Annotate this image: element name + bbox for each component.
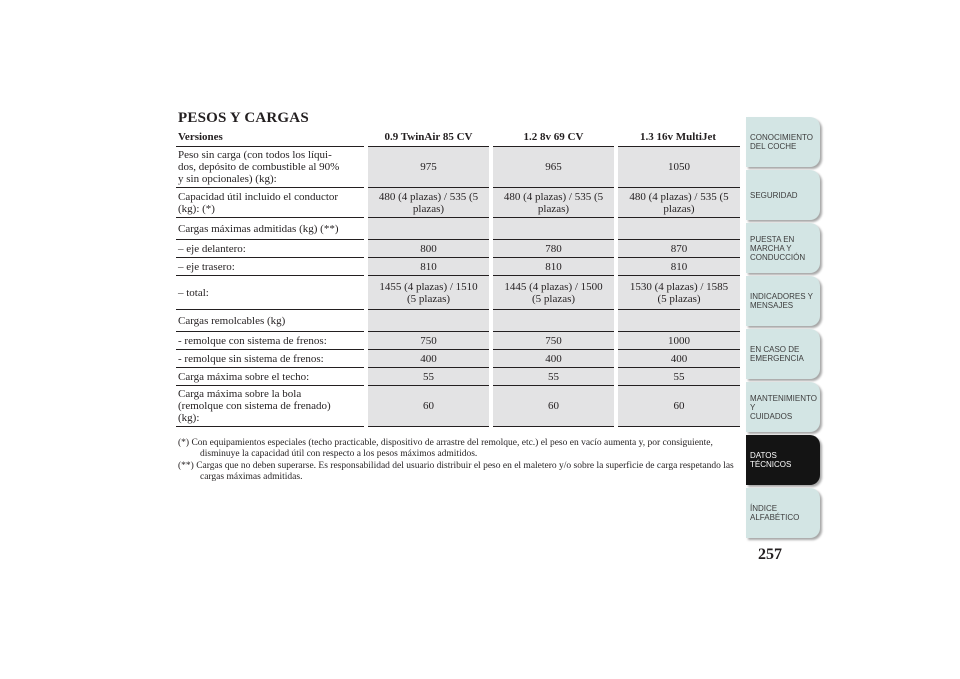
table-row: [176, 258, 740, 276]
row-label: Carga máxima sobre el techo:: [176, 368, 366, 386]
row-value: [366, 310, 491, 332]
tab-en-caso-de[interactable]: EN CASO DE EMERGENCIA: [746, 329, 820, 379]
row-value: [616, 218, 740, 240]
tab--ndice[interactable]: ÍNDICE ALFABÉTICO: [746, 488, 820, 538]
header-twinair: 0.9 TwinAir 85 CV: [366, 131, 491, 147]
table-row: [176, 240, 740, 258]
row-label: Cargas remolcables (kg): [176, 310, 366, 332]
footnote-2: (**) Cargas que no deben superarse. Es responsabilidad del usuario distribuir el peso en el maletero y/o sobre la superficie de carga respetando las cargas máximas admitidas.: [178, 461, 734, 482]
row-value: 810: [616, 258, 740, 276]
header-versions: Versiones: [176, 131, 366, 147]
row-value: [491, 310, 616, 332]
row-value: 1455 (4 plazas) / 1510 (5 plazas): [366, 276, 491, 310]
tab-mantenimiento-y[interactable]: MANTENIMIENTO Y CUIDADOS: [746, 382, 820, 432]
row-value: 60: [366, 386, 491, 427]
row-label: Peso sin carga (con todos los líqui- dos, depósito de combustible al 90% y sin opcionales) (kg):: [176, 147, 366, 188]
header-multijet: 1.3 16v MultiJet: [616, 131, 740, 147]
row-label: - remolque con sistema de frenos:: [176, 332, 366, 350]
table-row: [176, 188, 740, 218]
section-tabs: [746, 117, 820, 541]
section-title: PESOS Y CARGAS: [178, 110, 309, 126]
table-row: [176, 350, 740, 368]
footnote-1: (*) Con equipamientos especiales (techo practicable, dispositivo de arrastre del remolque, etc.) el peso en vacío aumenta y, por consiguiente, disminuye la capacidad útil con respecto a los pesos máximos admitidos.: [178, 438, 713, 459]
row-value: 870: [616, 240, 740, 258]
row-value: 810: [366, 258, 491, 276]
row-value: 480 (4 plazas) / 535 (5 plazas): [366, 188, 491, 218]
row-value: 400: [366, 350, 491, 368]
row-value: 60: [491, 386, 616, 427]
row-label: – total:: [176, 276, 366, 310]
row-value: 55: [366, 368, 491, 386]
table-row: [176, 368, 740, 386]
row-value: [366, 218, 491, 240]
table-row: [176, 276, 740, 310]
row-value: [491, 218, 616, 240]
tab-datos-t-cnicos[interactable]: DATOS TÉCNICOS: [746, 435, 820, 485]
table-body: [176, 147, 740, 427]
row-value: 1000: [616, 332, 740, 350]
table-row: [176, 147, 740, 188]
tab-conocimiento[interactable]: CONOCIMIENTO DEL COCHE: [746, 117, 820, 167]
row-label: – eje trasero:: [176, 258, 366, 276]
row-value: 1050: [616, 147, 740, 188]
table-row: [176, 386, 740, 427]
row-value: 400: [616, 350, 740, 368]
tab-puesta-en[interactable]: PUESTA EN MARCHA Y CONDUCCIÓN: [746, 223, 820, 273]
row-value: 750: [491, 332, 616, 350]
table-row: [176, 218, 740, 240]
table-row: [176, 332, 740, 350]
row-value: 780: [491, 240, 616, 258]
row-value: 965: [491, 147, 616, 188]
row-value: 60: [616, 386, 740, 427]
table-row: [176, 310, 740, 332]
tab-indicadores-y[interactable]: INDICADORES Y MENSAJES: [746, 276, 820, 326]
row-value: 1530 (4 plazas) / 1585 (5 plazas): [616, 276, 740, 310]
tab-seguridad[interactable]: SEGURIDAD: [746, 170, 820, 220]
row-label: – eje delantero:: [176, 240, 366, 258]
row-label: Capacidad útil incluido el conductor (kg): (*): [176, 188, 366, 218]
row-label: - remolque sin sistema de frenos:: [176, 350, 366, 368]
table-header-row: [176, 131, 740, 147]
row-value: 55: [491, 368, 616, 386]
row-value: 750: [366, 332, 491, 350]
row-value: 1445 (4 plazas) / 1500 (5 plazas): [491, 276, 616, 310]
footnotes: [178, 438, 738, 484]
weights-table: [176, 131, 740, 427]
row-label: Carga máxima sobre la bola (remolque con sistema de frenado) (kg):: [176, 386, 366, 427]
row-value: 400: [491, 350, 616, 368]
page-number: 257: [758, 546, 782, 563]
row-value: [616, 310, 740, 332]
row-value: 480 (4 plazas) / 535 (5 plazas): [491, 188, 616, 218]
row-value: 800: [366, 240, 491, 258]
header-8v: 1.2 8v 69 CV: [491, 131, 616, 147]
row-value: 480 (4 plazas) / 535 (5 plazas): [616, 188, 740, 218]
row-value: 810: [491, 258, 616, 276]
row-value: 55: [616, 368, 740, 386]
row-value: 975: [366, 147, 491, 188]
row-label: Cargas máximas admitidas (kg) (**): [176, 218, 366, 240]
